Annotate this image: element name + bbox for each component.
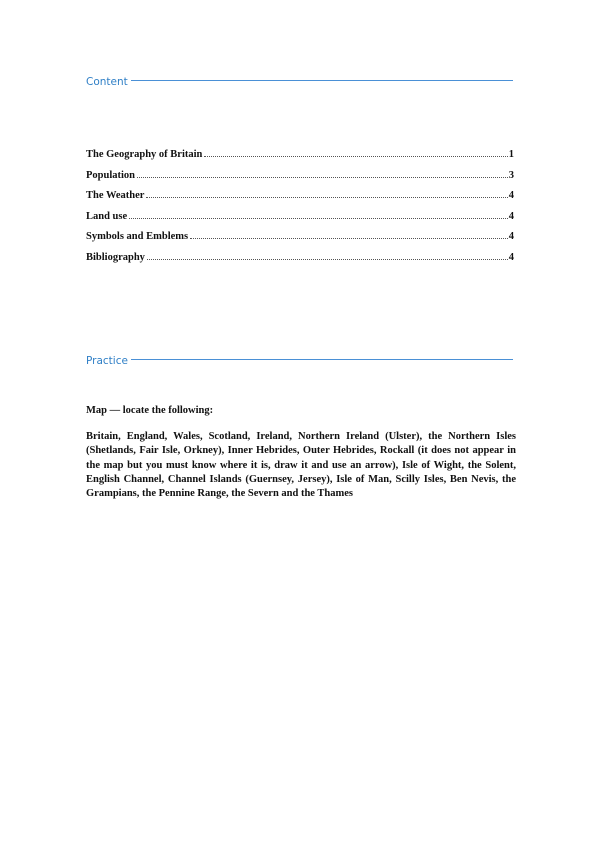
- toc-entry-page[interactable]: 4: [508, 190, 514, 201]
- toc-leader-dots: [129, 218, 508, 219]
- content-heading-label: Content: [86, 76, 128, 88]
- toc-entry[interactable]: [86, 231, 514, 252]
- toc-entry[interactable]: [86, 211, 514, 232]
- toc-entry-title[interactable]: Symbols and Emblems: [86, 231, 189, 242]
- toc-leader-dots: [190, 238, 508, 239]
- toc-entry-title[interactable]: Bibliography: [86, 251, 145, 263]
- toc-entry[interactable]: [86, 252, 514, 273]
- toc-entry[interactable]: [86, 149, 514, 170]
- toc-entry-title[interactable]: The Weather: [86, 190, 145, 201]
- practice-heading: [86, 355, 513, 367]
- practice-heading-rule: [131, 359, 513, 360]
- content-heading: [86, 76, 513, 88]
- toc-leader-dots: [147, 259, 508, 260]
- toc-entry[interactable]: [86, 170, 514, 191]
- practice-heading-label: Practice: [86, 355, 128, 367]
- toc-entry-title[interactable]: The Geography of Britain: [86, 149, 203, 160]
- table-of-contents: [86, 149, 514, 272]
- toc-leader-dots: [137, 177, 508, 178]
- toc-entry-page[interactable]: 1: [508, 149, 514, 160]
- toc-leader-dots: [146, 197, 507, 198]
- toc-entry-page[interactable]: 3: [508, 169, 514, 181]
- toc-entry-page[interactable]: 4: [508, 231, 514, 242]
- toc-entry[interactable]: [86, 190, 514, 211]
- map-exercise-title: Map — locate the following:: [86, 405, 214, 416]
- toc-entry-title[interactable]: Population: [86, 169, 136, 181]
- toc-entry-page[interactable]: 4: [508, 251, 514, 263]
- practice-section: [86, 405, 516, 501]
- content-heading-rule: [131, 80, 513, 81]
- map-exercise-text: Britain, England, Wales, Scotland, Ireland, Northern Ireland (Ulster), the Northern Isles (Shetlands, Fair Isle, Orkney), Inner Hebrides, Outer Hebrides, Rockall (it does not appear in the map but you must know where it is, draw it and use an arrow), Isle of Wight, the Solent, English Channel, Channel Islands (Guernsey, Jersey), Isle of Man, Scilly Isles, Ben Nevis, the Grampians, the Pennine Range, the Severn and the Thames: [86, 431, 516, 500]
- toc-leader-dots: [204, 156, 507, 157]
- toc-entry-page[interactable]: 4: [508, 210, 514, 222]
- toc-entry-title[interactable]: Land use: [86, 210, 128, 222]
